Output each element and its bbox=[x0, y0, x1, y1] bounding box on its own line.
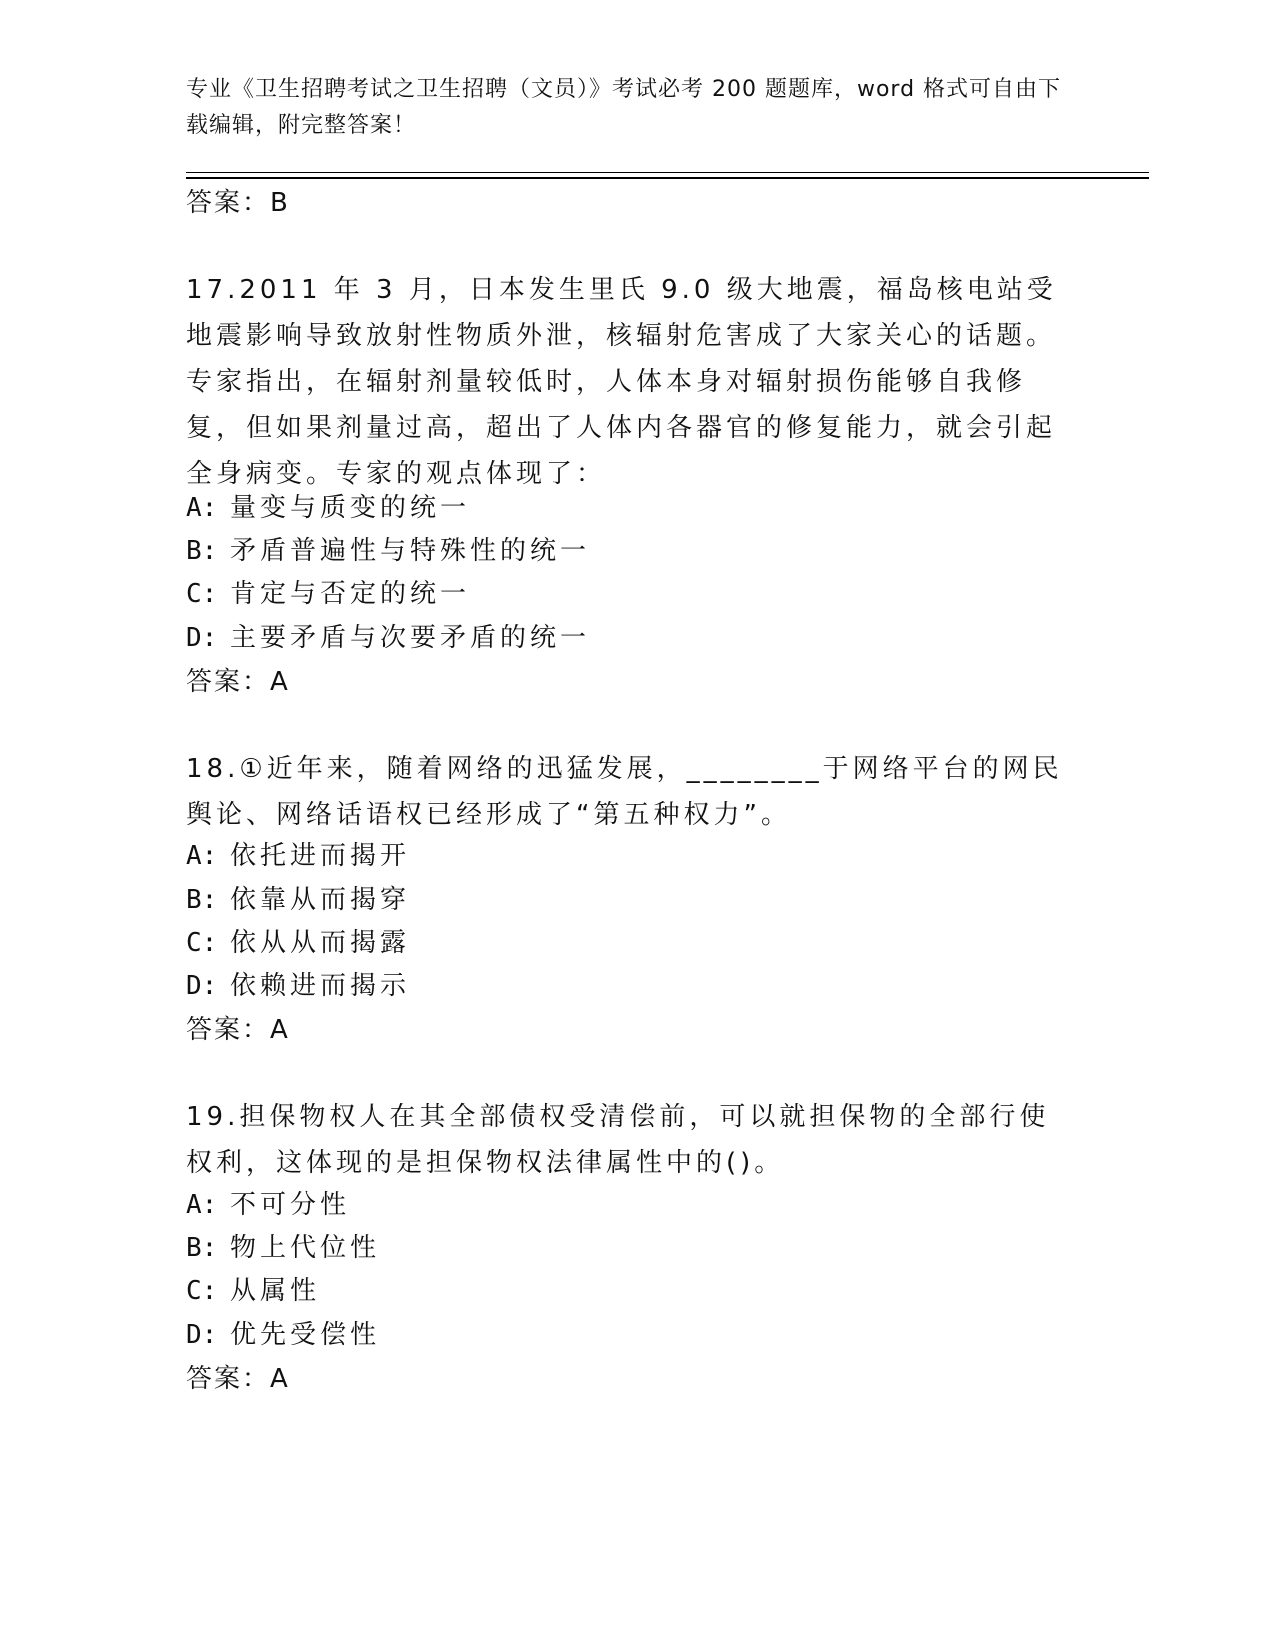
answer-line bbox=[186, 664, 290, 700]
option-b bbox=[186, 533, 590, 569]
option-letter: A: bbox=[186, 841, 218, 871]
question-stem: 17.2011 年 3 月，日本发生里氏 9.0 级大地震，福岛核电站受地震影响导致放射性物质外泄，核辐射危害成了大家关心的话题。专家指出，在辐射剂量较低时，人体本身对辐射损伤能够自我修复，但如果剂量过高，超出了人体内各器官的修复能力，就会引起全身病变。专家的观点体现了： bbox=[186, 275, 1057, 489]
option-text: 矛盾普遍性与特殊性的统一 bbox=[230, 536, 591, 566]
answer-label: 答案： bbox=[186, 1015, 271, 1045]
option-letter: C: bbox=[186, 928, 218, 958]
option-text: 依靠从而揭穿 bbox=[230, 885, 411, 915]
question-stem: 19.担保物权人在其全部债权受清偿前，可以就担保物的全部行使权利，这体现的是担保物权法律属性中的()。 bbox=[186, 1102, 1050, 1178]
option-text: 主要矛盾与次要矛盾的统一 bbox=[230, 623, 591, 653]
option-letter: B: bbox=[186, 536, 218, 566]
option-letter: D: bbox=[186, 623, 218, 653]
option-letter: D: bbox=[186, 971, 218, 1001]
option-d bbox=[186, 1317, 380, 1353]
answer-label: 答案： bbox=[186, 188, 271, 218]
option-c bbox=[186, 925, 410, 961]
option-letter: B: bbox=[186, 1233, 218, 1263]
option-a bbox=[186, 1187, 350, 1223]
option-text: 依赖进而揭示 bbox=[230, 971, 411, 1001]
option-d bbox=[186, 620, 590, 656]
option-letter: C: bbox=[186, 579, 218, 609]
option-text: 肯定与否定的统一 bbox=[230, 579, 471, 609]
option-letter: A: bbox=[186, 493, 218, 523]
header-divider-thin bbox=[186, 172, 1149, 173]
option-text: 从属性 bbox=[230, 1276, 321, 1306]
option-a bbox=[186, 490, 470, 526]
option-b bbox=[186, 882, 410, 918]
answer-line bbox=[186, 185, 290, 221]
answer-value: A bbox=[270, 1364, 290, 1394]
answer-line bbox=[186, 1361, 290, 1397]
option-text: 量变与质变的统一 bbox=[230, 493, 471, 523]
answer-value: A bbox=[270, 1015, 290, 1045]
option-letter: B: bbox=[186, 885, 218, 915]
answer-label: 答案： bbox=[186, 1364, 271, 1394]
answer-value: A bbox=[270, 667, 290, 697]
header-divider-thick bbox=[186, 177, 1149, 179]
option-a bbox=[186, 838, 410, 874]
answer-line bbox=[186, 1012, 290, 1048]
option-d bbox=[186, 968, 410, 1004]
option-letter: C: bbox=[186, 1276, 218, 1306]
option-letter: D: bbox=[186, 1320, 218, 1350]
option-b bbox=[186, 1230, 380, 1266]
question-stem: 18.①近年来，随着网络的迅猛发展，________于网络平台的网民舆论、网络话语权已经形成了“第五种权力”。 bbox=[186, 754, 1063, 830]
option-c bbox=[186, 576, 470, 612]
answer-label: 答案： bbox=[186, 667, 271, 697]
option-text: 依从从而揭露 bbox=[230, 928, 411, 958]
option-text: 物上代位性 bbox=[230, 1233, 381, 1263]
option-letter: A: bbox=[186, 1190, 218, 1220]
option-text: 依托进而揭开 bbox=[230, 841, 411, 871]
option-text: 优先受偿性 bbox=[230, 1320, 381, 1350]
option-c bbox=[186, 1273, 320, 1309]
document-header: 专业《卫生招聘考试之卫生招聘（文员）》考试必考 200 题题库，word 格式可自由下载编辑，附完整答案！ bbox=[186, 77, 1062, 138]
option-text: 不可分性 bbox=[230, 1190, 351, 1220]
answer-value: B bbox=[270, 188, 290, 218]
